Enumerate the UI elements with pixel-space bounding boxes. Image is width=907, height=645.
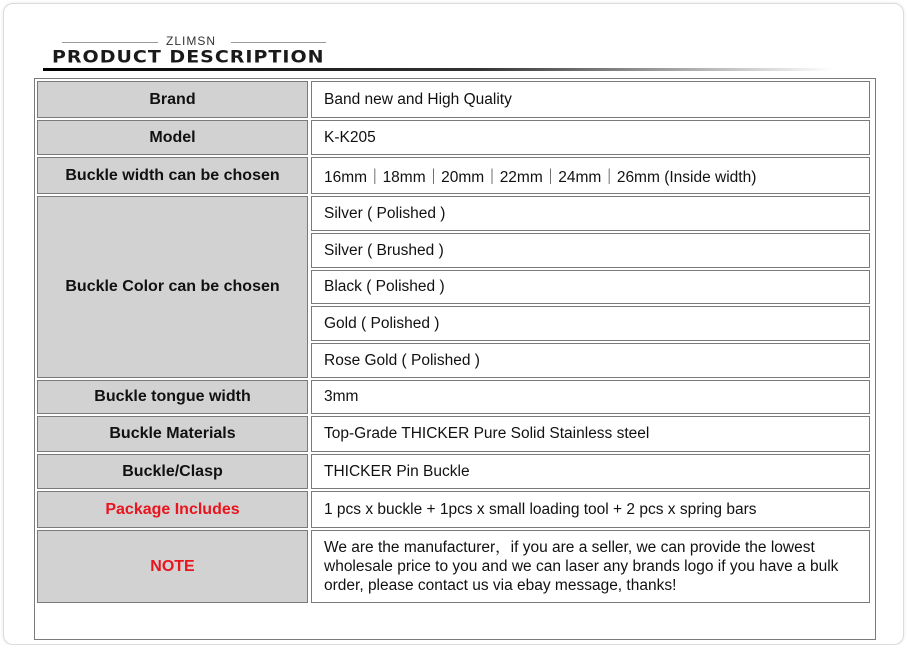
label-buckle-width: Buckle width can be chosen [37,157,308,194]
value-note: We are the manufacturer，if you are a seller, we can provide the lowest wholesale price to you and we can laser any brands logo if you have a bulk order, please contact us via ebay message, thanks! [311,530,870,603]
value-materials: Top-Grade THICKER Pure Solid Stainless steel [311,416,870,452]
value-model: K-K205 [311,120,870,155]
value-buckle-width: 16mm｜18mm｜20mm｜22mm｜24mm｜26mm (Inside width) [311,157,870,194]
section-title: PRODUCT DESCRIPTION [52,47,325,67]
label-package: Package Includes [37,491,308,528]
spec-table [34,78,876,640]
value-tongue-width: 3mm [311,380,870,414]
label-tongue-width: Buckle tongue width [37,380,308,414]
header-rule-left [62,42,158,43]
value-brand: Band new and High Quality [311,81,870,118]
header-rule-right [231,42,326,43]
label-note: NOTE [37,530,308,603]
value-color-option: Black ( Polished ) [311,270,870,304]
value-color-option: Silver ( Brushed ) [311,233,870,268]
value-clasp: THICKER Pin Buckle [311,454,870,489]
label-clasp: Buckle/Clasp [37,454,308,489]
label-model: Model [37,120,308,155]
title-underline [43,68,833,71]
value-package: 1 pcs x buckle + 1pcs x small loading tool + 2 pcs x spring bars [311,491,870,528]
brand-name: ZLIMSN [166,34,217,48]
label-brand: Brand [37,81,308,118]
value-color-option: Rose Gold ( Polished ) [311,343,870,378]
label-materials: Buckle Materials [37,416,308,452]
value-color-option: Silver ( Polished ) [311,196,870,231]
value-color-option: Gold ( Polished ) [311,306,870,341]
label-buckle-color: Buckle Color can be chosen [37,196,308,378]
